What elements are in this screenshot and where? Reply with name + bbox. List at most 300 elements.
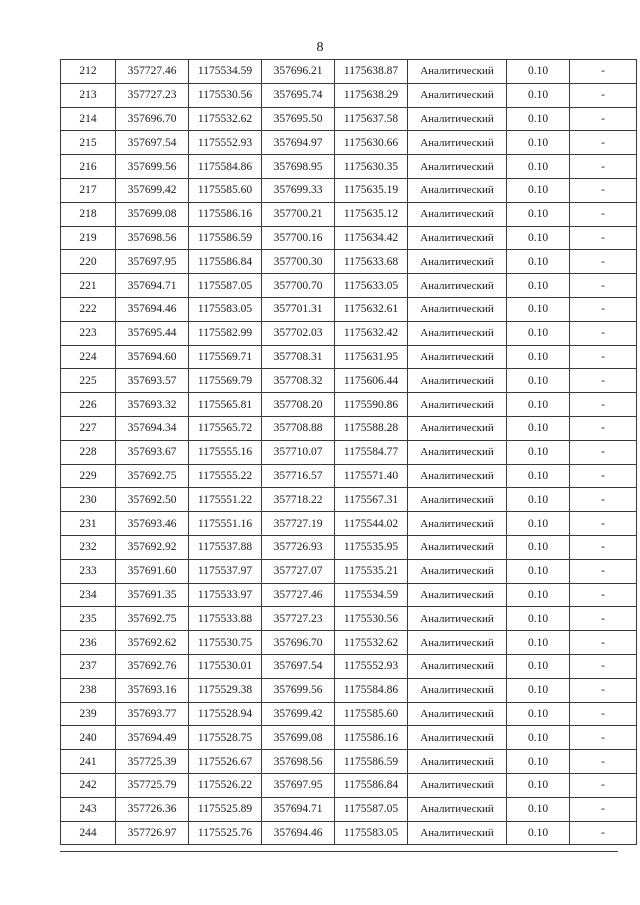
y-old-cell: 1175534.59 <box>189 60 262 84</box>
coordinates-table-container <box>60 59 618 845</box>
note-cell: - <box>570 297 637 321</box>
y-new-cell: 1175630.35 <box>335 155 408 179</box>
accuracy-cell: 0.10 <box>507 797 570 821</box>
x-old-cell: 357699.42 <box>116 178 189 202</box>
accuracy-cell: 0.10 <box>507 631 570 655</box>
y-new-cell: 1175633.05 <box>335 274 408 298</box>
note-cell: - <box>570 250 637 274</box>
y-old-cell: 1175552.93 <box>189 131 262 155</box>
x-old-cell: 357693.16 <box>116 678 189 702</box>
y-old-cell: 1175528.75 <box>189 726 262 750</box>
accuracy-cell: 0.10 <box>507 321 570 345</box>
y-old-cell: 1175526.22 <box>189 773 262 797</box>
x-old-cell: 357691.60 <box>116 559 189 583</box>
point-number-cell: 239 <box>61 702 116 726</box>
point-number-cell: 229 <box>61 464 116 488</box>
y-new-cell: 1175535.95 <box>335 535 408 559</box>
x-old-cell: 357692.92 <box>116 535 189 559</box>
point-number-cell: 240 <box>61 726 116 750</box>
note-cell: - <box>570 559 637 583</box>
accuracy-cell: 0.10 <box>507 107 570 131</box>
accuracy-cell: 0.10 <box>507 821 570 845</box>
accuracy-cell: 0.10 <box>507 488 570 512</box>
method-cell: Аналитический <box>408 797 507 821</box>
x-new-cell: 357708.31 <box>262 345 335 369</box>
table-row <box>61 535 637 559</box>
note-cell: - <box>570 131 637 155</box>
y-old-cell: 1175532.62 <box>189 107 262 131</box>
coordinates-table <box>60 59 637 845</box>
method-cell: Аналитический <box>408 583 507 607</box>
y-new-cell: 1175634.42 <box>335 226 408 250</box>
accuracy-cell: 0.10 <box>507 369 570 393</box>
x-new-cell: 357696.70 <box>262 631 335 655</box>
table-row <box>61 631 637 655</box>
method-cell: Аналитический <box>408 654 507 678</box>
point-number-cell: 231 <box>61 512 116 536</box>
table-row <box>61 155 637 179</box>
accuracy-cell: 0.10 <box>507 726 570 750</box>
y-old-cell: 1175586.59 <box>189 226 262 250</box>
note-cell: - <box>570 178 637 202</box>
y-old-cell: 1175586.16 <box>189 202 262 226</box>
x-new-cell: 357699.42 <box>262 702 335 726</box>
accuracy-cell: 0.10 <box>507 678 570 702</box>
x-new-cell: 357716.57 <box>262 464 335 488</box>
point-number-cell: 223 <box>61 321 116 345</box>
accuracy-cell: 0.10 <box>507 345 570 369</box>
method-cell: Аналитический <box>408 702 507 726</box>
point-number-cell: 242 <box>61 773 116 797</box>
x-new-cell: 357727.07 <box>262 559 335 583</box>
y-new-cell: 1175585.60 <box>335 702 408 726</box>
note-cell: - <box>570 654 637 678</box>
y-new-cell: 1175638.29 <box>335 83 408 107</box>
note-cell: - <box>570 369 637 393</box>
x-old-cell: 357692.75 <box>116 464 189 488</box>
accuracy-cell: 0.10 <box>507 559 570 583</box>
note-cell: - <box>570 60 637 84</box>
note-cell: - <box>570 726 637 750</box>
note-cell: - <box>570 535 637 559</box>
y-old-cell: 1175569.71 <box>189 345 262 369</box>
x-new-cell: 357697.95 <box>262 773 335 797</box>
note-cell: - <box>570 345 637 369</box>
y-old-cell: 1175565.81 <box>189 393 262 417</box>
method-cell: Аналитический <box>408 488 507 512</box>
method-cell: Аналитический <box>408 393 507 417</box>
method-cell: Аналитический <box>408 773 507 797</box>
accuracy-cell: 0.10 <box>507 393 570 417</box>
point-number-cell: 214 <box>61 107 116 131</box>
note-cell: - <box>570 464 637 488</box>
x-old-cell: 357699.56 <box>116 155 189 179</box>
table-row <box>61 678 637 702</box>
point-number-cell: 220 <box>61 250 116 274</box>
y-new-cell: 1175631.95 <box>335 345 408 369</box>
y-old-cell: 1175526.67 <box>189 750 262 774</box>
y-new-cell: 1175588.28 <box>335 416 408 440</box>
accuracy-cell: 0.10 <box>507 464 570 488</box>
point-number-cell: 235 <box>61 607 116 631</box>
note-cell: - <box>570 226 637 250</box>
table-row <box>61 607 637 631</box>
x-old-cell: 357691.35 <box>116 583 189 607</box>
y-new-cell: 1175632.61 <box>335 297 408 321</box>
note-cell: - <box>570 274 637 298</box>
table-row <box>61 393 637 417</box>
note-cell: - <box>570 202 637 226</box>
point-number-cell: 233 <box>61 559 116 583</box>
y-old-cell: 1175529.38 <box>189 678 262 702</box>
method-cell: Аналитический <box>408 821 507 845</box>
table-row <box>61 274 637 298</box>
x-new-cell: 357694.46 <box>262 821 335 845</box>
x-new-cell: 357700.16 <box>262 226 335 250</box>
note-cell: - <box>570 107 637 131</box>
x-old-cell: 357694.46 <box>116 297 189 321</box>
table-row <box>61 750 637 774</box>
table-row <box>61 178 637 202</box>
table-row <box>61 440 637 464</box>
y-new-cell: 1175552.93 <box>335 654 408 678</box>
table-row <box>61 702 637 726</box>
point-number-cell: 243 <box>61 797 116 821</box>
accuracy-cell: 0.10 <box>507 702 570 726</box>
x-old-cell: 357727.23 <box>116 83 189 107</box>
x-old-cell: 357726.36 <box>116 797 189 821</box>
x-new-cell: 357698.56 <box>262 750 335 774</box>
method-cell: Аналитический <box>408 535 507 559</box>
method-cell: Аналитический <box>408 750 507 774</box>
accuracy-cell: 0.10 <box>507 178 570 202</box>
x-old-cell: 357693.46 <box>116 512 189 536</box>
y-old-cell: 1175584.86 <box>189 155 262 179</box>
y-old-cell: 1175551.16 <box>189 512 262 536</box>
x-new-cell: 357708.88 <box>262 416 335 440</box>
accuracy-cell: 0.10 <box>507 60 570 84</box>
table-row <box>61 464 637 488</box>
x-new-cell: 357699.08 <box>262 726 335 750</box>
method-cell: Аналитический <box>408 83 507 107</box>
page-number: 8 <box>316 40 324 55</box>
y-new-cell: 1175567.31 <box>335 488 408 512</box>
method-cell: Аналитический <box>408 678 507 702</box>
x-new-cell: 357697.54 <box>262 654 335 678</box>
table-row <box>61 559 637 583</box>
y-new-cell: 1175544.02 <box>335 512 408 536</box>
point-number-cell: 212 <box>61 60 116 84</box>
x-old-cell: 357692.62 <box>116 631 189 655</box>
x-new-cell: 357708.32 <box>262 369 335 393</box>
point-number-cell: 218 <box>61 202 116 226</box>
y-new-cell: 1175590.86 <box>335 393 408 417</box>
note-cell: - <box>570 678 637 702</box>
x-new-cell: 357727.46 <box>262 583 335 607</box>
y-new-cell: 1175571.40 <box>335 464 408 488</box>
x-old-cell: 357692.75 <box>116 607 189 631</box>
method-cell: Аналитический <box>408 559 507 583</box>
table-row <box>61 60 637 84</box>
y-new-cell: 1175587.05 <box>335 797 408 821</box>
method-cell: Аналитический <box>408 131 507 155</box>
table-row <box>61 321 637 345</box>
y-new-cell: 1175584.86 <box>335 678 408 702</box>
table-row <box>61 297 637 321</box>
x-old-cell: 357725.39 <box>116 750 189 774</box>
x-old-cell: 357725.79 <box>116 773 189 797</box>
y-new-cell: 1175635.12 <box>335 202 408 226</box>
accuracy-cell: 0.10 <box>507 155 570 179</box>
x-new-cell: 357694.71 <box>262 797 335 821</box>
table-row <box>61 726 637 750</box>
accuracy-cell: 0.10 <box>507 202 570 226</box>
y-old-cell: 1175533.88 <box>189 607 262 631</box>
x-old-cell: 357693.57 <box>116 369 189 393</box>
note-cell: - <box>570 607 637 631</box>
method-cell: Аналитический <box>408 345 507 369</box>
x-new-cell: 357700.21 <box>262 202 335 226</box>
y-old-cell: 1175530.01 <box>189 654 262 678</box>
point-number-cell: 237 <box>61 654 116 678</box>
x-old-cell: 357694.49 <box>116 726 189 750</box>
point-number-cell: 227 <box>61 416 116 440</box>
x-new-cell: 357696.21 <box>262 60 335 84</box>
y-old-cell: 1175551.22 <box>189 488 262 512</box>
accuracy-cell: 0.10 <box>507 416 570 440</box>
table-row <box>61 773 637 797</box>
method-cell: Аналитический <box>408 297 507 321</box>
note-cell: - <box>570 83 637 107</box>
method-cell: Аналитический <box>408 274 507 298</box>
note-cell: - <box>570 821 637 845</box>
x-old-cell: 357692.76 <box>116 654 189 678</box>
x-old-cell: 357694.34 <box>116 416 189 440</box>
y-old-cell: 1175555.22 <box>189 464 262 488</box>
y-old-cell: 1175586.84 <box>189 250 262 274</box>
accuracy-cell: 0.10 <box>507 297 570 321</box>
accuracy-cell: 0.10 <box>507 583 570 607</box>
y-new-cell: 1175606.44 <box>335 369 408 393</box>
accuracy-cell: 0.10 <box>507 750 570 774</box>
note-cell: - <box>570 321 637 345</box>
x-old-cell: 357693.32 <box>116 393 189 417</box>
method-cell: Аналитический <box>408 250 507 274</box>
note-cell: - <box>570 773 637 797</box>
x-new-cell: 357694.97 <box>262 131 335 155</box>
point-number-cell: 215 <box>61 131 116 155</box>
x-new-cell: 357727.19 <box>262 512 335 536</box>
x-old-cell: 357697.95 <box>116 250 189 274</box>
point-number-cell: 230 <box>61 488 116 512</box>
coordinates-table-body <box>61 60 637 845</box>
point-number-cell: 236 <box>61 631 116 655</box>
method-cell: Аналитический <box>408 464 507 488</box>
x-new-cell: 357695.74 <box>262 83 335 107</box>
point-number-cell: 213 <box>61 83 116 107</box>
x-new-cell: 357701.31 <box>262 297 335 321</box>
y-old-cell: 1175582.99 <box>189 321 262 345</box>
table-row <box>61 797 637 821</box>
y-old-cell: 1175537.97 <box>189 559 262 583</box>
x-old-cell: 357699.08 <box>116 202 189 226</box>
y-old-cell: 1175530.56 <box>189 83 262 107</box>
note-cell: - <box>570 750 637 774</box>
accuracy-cell: 0.10 <box>507 512 570 536</box>
method-cell: Аналитический <box>408 416 507 440</box>
y-new-cell: 1175586.59 <box>335 750 408 774</box>
table-row <box>61 512 637 536</box>
y-old-cell: 1175585.60 <box>189 178 262 202</box>
accuracy-cell: 0.10 <box>507 131 570 155</box>
table-row <box>61 226 637 250</box>
accuracy-cell: 0.10 <box>507 274 570 298</box>
y-new-cell: 1175637.58 <box>335 107 408 131</box>
table-row <box>61 345 637 369</box>
x-old-cell: 357696.70 <box>116 107 189 131</box>
x-old-cell: 357693.77 <box>116 702 189 726</box>
y-new-cell: 1175638.87 <box>335 60 408 84</box>
note-cell: - <box>570 797 637 821</box>
y-new-cell: 1175633.68 <box>335 250 408 274</box>
table-row <box>61 583 637 607</box>
x-old-cell: 357694.60 <box>116 345 189 369</box>
x-new-cell: 357708.20 <box>262 393 335 417</box>
table-row <box>61 202 637 226</box>
point-number-cell: 216 <box>61 155 116 179</box>
point-number-cell: 228 <box>61 440 116 464</box>
method-cell: Аналитический <box>408 607 507 631</box>
accuracy-cell: 0.10 <box>507 226 570 250</box>
point-number-cell: 241 <box>61 750 116 774</box>
method-cell: Аналитический <box>408 726 507 750</box>
x-new-cell: 357710.07 <box>262 440 335 464</box>
point-number-cell: 225 <box>61 369 116 393</box>
x-new-cell: 357699.56 <box>262 678 335 702</box>
x-new-cell: 357718.22 <box>262 488 335 512</box>
x-new-cell: 357702.03 <box>262 321 335 345</box>
accuracy-cell: 0.10 <box>507 440 570 464</box>
y-new-cell: 1175583.05 <box>335 821 408 845</box>
accuracy-cell: 0.10 <box>507 607 570 631</box>
point-number-cell: 234 <box>61 583 116 607</box>
y-old-cell: 1175555.16 <box>189 440 262 464</box>
y-new-cell: 1175534.59 <box>335 583 408 607</box>
x-old-cell: 357726.97 <box>116 821 189 845</box>
table-row <box>61 654 637 678</box>
method-cell: Аналитический <box>408 440 507 464</box>
method-cell: Аналитический <box>408 202 507 226</box>
note-cell: - <box>570 416 637 440</box>
accuracy-cell: 0.10 <box>507 535 570 559</box>
note-cell: - <box>570 512 637 536</box>
y-new-cell: 1175586.16 <box>335 726 408 750</box>
table-bottom-border <box>60 851 618 852</box>
x-old-cell: 357692.50 <box>116 488 189 512</box>
point-number-cell: 232 <box>61 535 116 559</box>
y-old-cell: 1175530.75 <box>189 631 262 655</box>
accuracy-cell: 0.10 <box>507 654 570 678</box>
x-old-cell: 357694.71 <box>116 274 189 298</box>
method-cell: Аналитический <box>408 369 507 393</box>
table-row <box>61 107 637 131</box>
x-new-cell: 357700.30 <box>262 250 335 274</box>
x-new-cell: 357698.95 <box>262 155 335 179</box>
method-cell: Аналитический <box>408 178 507 202</box>
table-row <box>61 488 637 512</box>
note-cell: - <box>570 702 637 726</box>
point-number-cell: 224 <box>61 345 116 369</box>
table-row <box>61 250 637 274</box>
accuracy-cell: 0.10 <box>507 250 570 274</box>
accuracy-cell: 0.10 <box>507 83 570 107</box>
y-old-cell: 1175525.76 <box>189 821 262 845</box>
note-cell: - <box>570 488 637 512</box>
table-row <box>61 416 637 440</box>
point-number-cell: 244 <box>61 821 116 845</box>
y-new-cell: 1175530.56 <box>335 607 408 631</box>
y-new-cell: 1175535.21 <box>335 559 408 583</box>
point-number-cell: 217 <box>61 178 116 202</box>
method-cell: Аналитический <box>408 631 507 655</box>
method-cell: Аналитический <box>408 321 507 345</box>
table-row <box>61 369 637 393</box>
table-row <box>61 83 637 107</box>
y-new-cell: 1175532.62 <box>335 631 408 655</box>
y-new-cell: 1175586.84 <box>335 773 408 797</box>
y-old-cell: 1175565.72 <box>189 416 262 440</box>
x-new-cell: 357699.33 <box>262 178 335 202</box>
x-old-cell: 357695.44 <box>116 321 189 345</box>
y-old-cell: 1175525.89 <box>189 797 262 821</box>
point-number-cell: 238 <box>61 678 116 702</box>
x-old-cell: 357697.54 <box>116 131 189 155</box>
x-new-cell: 357726.93 <box>262 535 335 559</box>
x-old-cell: 357693.67 <box>116 440 189 464</box>
note-cell: - <box>570 631 637 655</box>
y-old-cell: 1175537.88 <box>189 535 262 559</box>
y-old-cell: 1175587.05 <box>189 274 262 298</box>
table-row <box>61 821 637 845</box>
method-cell: Аналитический <box>408 512 507 536</box>
accuracy-cell: 0.10 <box>507 773 570 797</box>
method-cell: Аналитический <box>408 155 507 179</box>
x-new-cell: 357727.23 <box>262 607 335 631</box>
point-number-cell: 219 <box>61 226 116 250</box>
y-old-cell: 1175583.05 <box>189 297 262 321</box>
table-row <box>61 131 637 155</box>
y-new-cell: 1175630.66 <box>335 131 408 155</box>
note-cell: - <box>570 583 637 607</box>
x-new-cell: 357700.70 <box>262 274 335 298</box>
y-old-cell: 1175569.79 <box>189 369 262 393</box>
y-old-cell: 1175528.94 <box>189 702 262 726</box>
x-new-cell: 357695.50 <box>262 107 335 131</box>
x-old-cell: 357698.56 <box>116 226 189 250</box>
note-cell: - <box>570 155 637 179</box>
y-new-cell: 1175635.19 <box>335 178 408 202</box>
note-cell: - <box>570 440 637 464</box>
point-number-cell: 221 <box>61 274 116 298</box>
method-cell: Аналитический <box>408 107 507 131</box>
y-new-cell: 1175632.42 <box>335 321 408 345</box>
method-cell: Аналитический <box>408 226 507 250</box>
point-number-cell: 222 <box>61 297 116 321</box>
point-number-cell: 226 <box>61 393 116 417</box>
y-new-cell: 1175584.77 <box>335 440 408 464</box>
note-cell: - <box>570 393 637 417</box>
y-old-cell: 1175533.97 <box>189 583 262 607</box>
